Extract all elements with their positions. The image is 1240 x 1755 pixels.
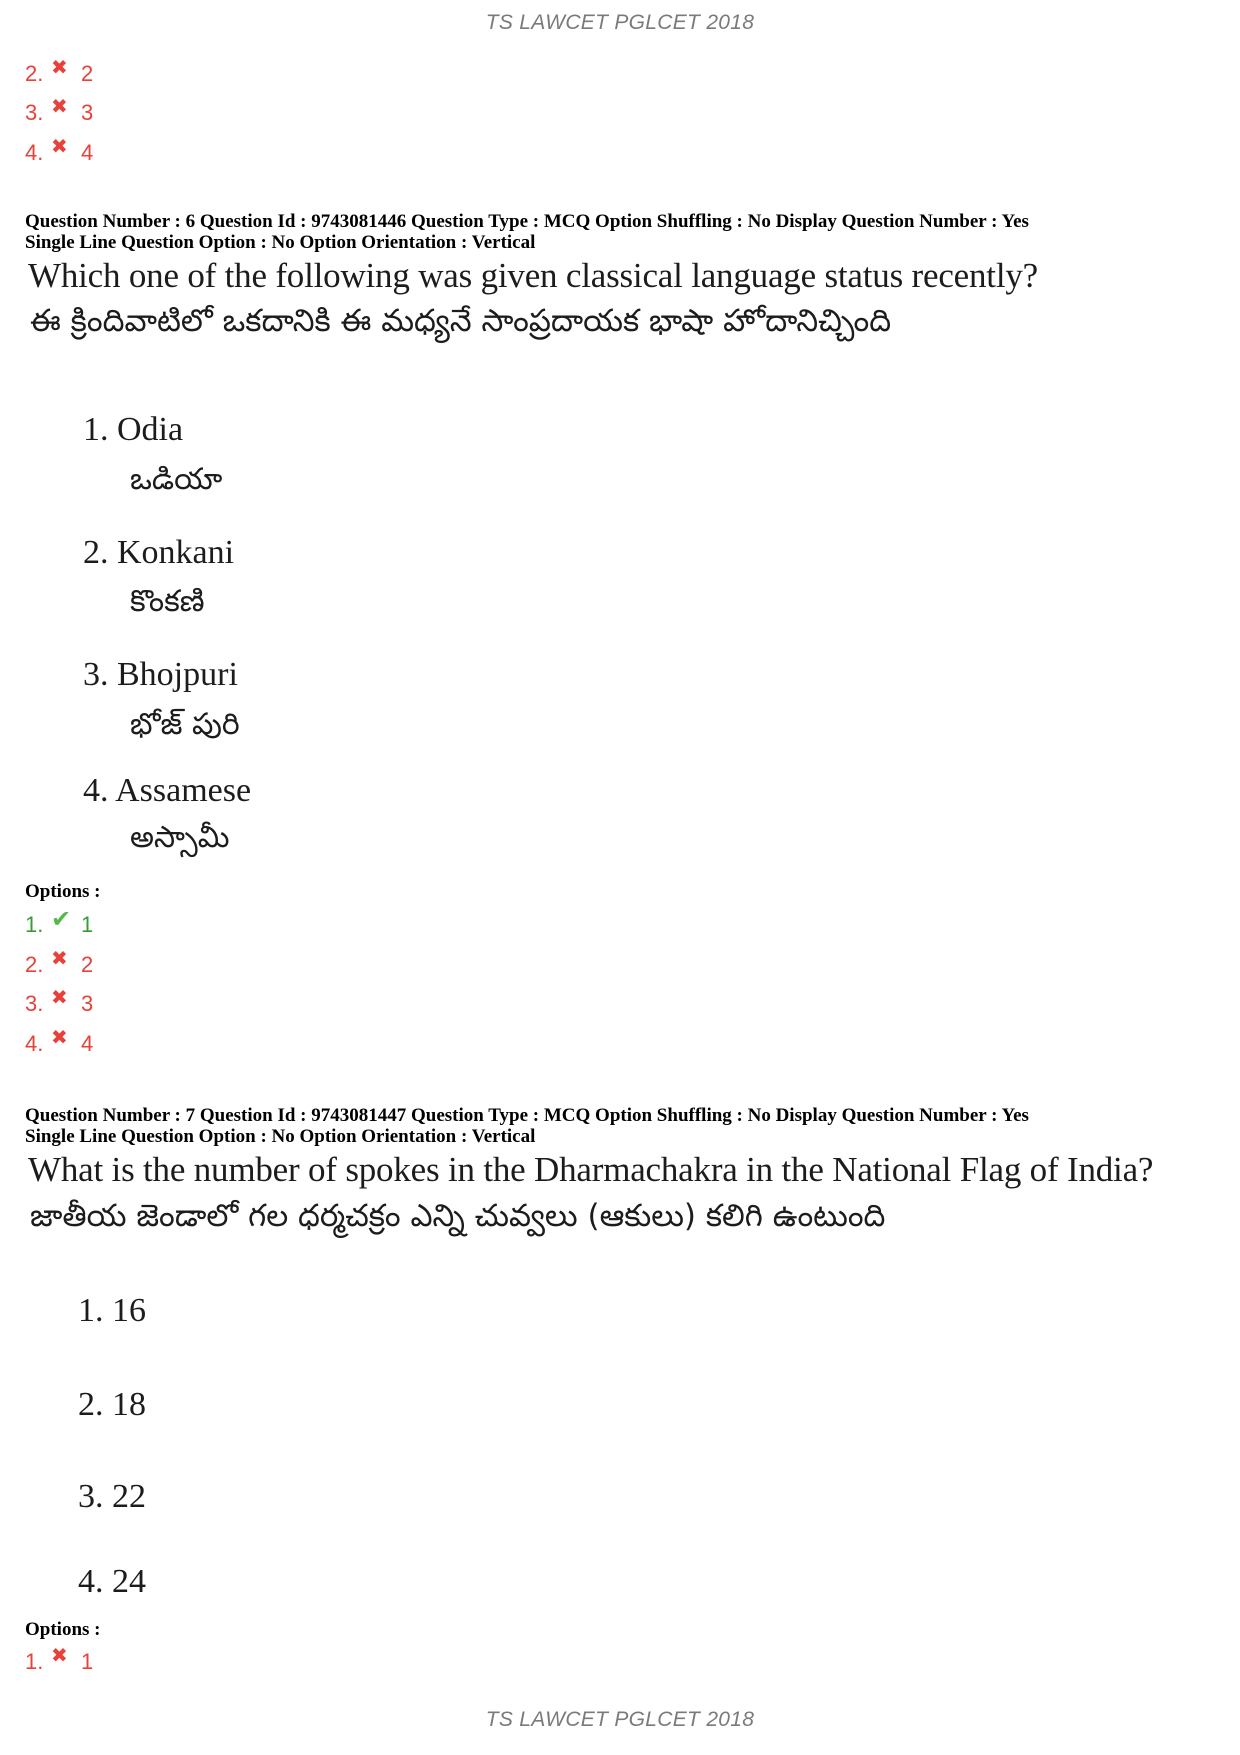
question-6-choice-1: 1. Odia xyxy=(83,411,184,448)
question-6-choice-3-telugu: భోజ్ పురి xyxy=(130,707,240,742)
question-6-options-label: Options : xyxy=(25,881,101,902)
question-7-text-telugu: జాతీయ జెండాలో గల ధర్మచక్రం ఎన్ని చువ్వలు (ఆకులు) కలిగి ఉంటుంది xyxy=(30,1198,886,1234)
question-6-choice-2-telugu: కొంకణి xyxy=(130,584,205,619)
option-number: 3. xyxy=(25,991,44,1016)
question-6-choice-3: 3. Bhojpuri xyxy=(83,656,238,693)
cross-icon: ✖ xyxy=(51,56,68,79)
option-value: 1 xyxy=(81,1649,94,1674)
question-6-choice-1-telugu: ఒడియా xyxy=(130,462,223,497)
question-7-text-english: What is the number of spokes in the Dharmachakra in the National Flag of India? xyxy=(28,1150,1154,1189)
option-value: 4 xyxy=(81,140,94,165)
question-7-choice-1: 1. 16 xyxy=(78,1292,146,1329)
option-number: 3. xyxy=(25,100,44,125)
question-6-choice-4: 4. Assamese xyxy=(83,772,252,809)
option-number: 2. xyxy=(25,61,44,86)
page-header: TS LAWCET PGLCET 2018 xyxy=(485,11,755,34)
option-number: 1. xyxy=(25,912,44,937)
question-6-choice-2: 2. Konkani xyxy=(83,534,235,571)
cross-icon: ✖ xyxy=(51,95,68,118)
question-6-choice-4-telugu: అస్సామీ xyxy=(130,820,230,855)
option-number: 4. xyxy=(25,140,44,165)
prev-option-3 xyxy=(25,95,94,128)
cross-icon: ✖ xyxy=(51,947,68,970)
option-number: 1. xyxy=(25,1649,44,1674)
option-value: 2 xyxy=(81,61,94,86)
prev-option-4 xyxy=(25,135,94,168)
question-6-meta-line-1: Question Number : 6 Question Id : 9743081446 Question Type : MCQ Option Shuffling : No Display Question Number : Yes xyxy=(25,211,1029,232)
question-6-option-2 xyxy=(25,947,94,980)
question-7-meta-line-2: Single Line Question Option : No Option Orientation : Vertical xyxy=(25,1126,536,1147)
option-value: 3 xyxy=(81,100,94,125)
question-7-meta-line-1: Question Number : 7 Question Id : 9743081447 Question Type : MCQ Option Shuffling : No Display Question Number : Yes xyxy=(25,1105,1029,1126)
option-number: 4. xyxy=(25,1031,44,1056)
question-6-text-english: Which one of the following was given classical language status recently? xyxy=(28,256,1038,295)
check-icon: ✔ xyxy=(51,905,72,933)
question-6-text-telugu: ఈ క్రిందివాటిలో ఒకదానికి ఈ మధ్యనే సాంప్రదాయక భాషా హోదానిచ్చింది xyxy=(30,303,892,339)
cross-icon: ✖ xyxy=(51,135,68,158)
page-footer: TS LAWCET PGLCET 2018 xyxy=(485,1708,755,1731)
option-value: 1 xyxy=(81,912,94,937)
option-value: 4 xyxy=(81,1031,94,1056)
question-6-option-3 xyxy=(25,986,94,1019)
cross-icon: ✖ xyxy=(51,1026,68,1049)
question-6-option-1 xyxy=(25,905,94,940)
option-value: 2 xyxy=(81,952,94,977)
question-7-choice-3: 3. 22 xyxy=(78,1478,146,1515)
question-7-option-1 xyxy=(25,1644,94,1677)
question-6-option-4 xyxy=(25,1026,94,1059)
prev-option-2 xyxy=(25,56,94,89)
question-7-choice-4: 4. 24 xyxy=(78,1563,146,1600)
question-7-choice-2: 2. 18 xyxy=(78,1386,146,1423)
question-7-options-label: Options : xyxy=(25,1619,101,1640)
option-value: 3 xyxy=(81,991,94,1016)
cross-icon: ✖ xyxy=(51,1644,68,1667)
question-6-meta-line-2: Single Line Question Option : No Option Orientation : Vertical xyxy=(25,232,536,253)
option-number: 2. xyxy=(25,952,44,977)
cross-icon: ✖ xyxy=(51,986,68,1009)
